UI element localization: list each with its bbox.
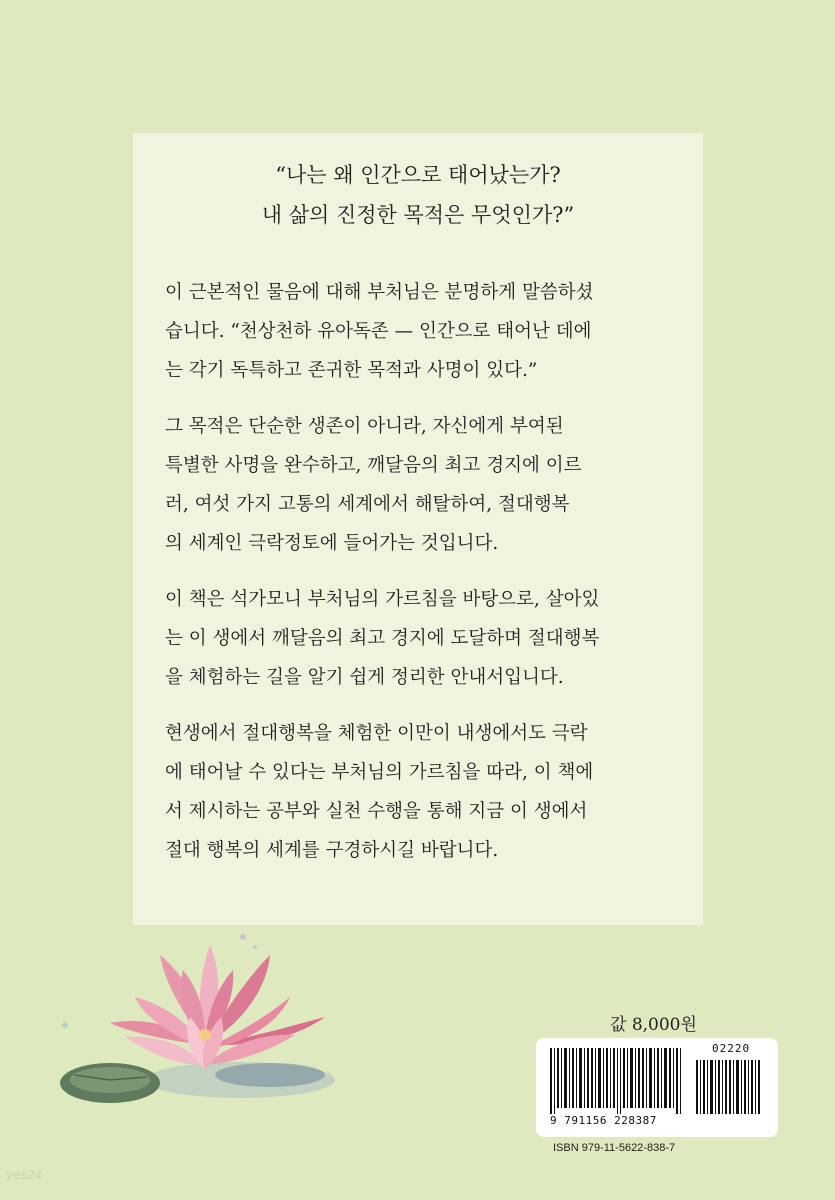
quote-line-2: 내 삶의 진정한 목적은 무엇인가?” — [261, 203, 575, 227]
back-cover-text-panel — [133, 133, 703, 925]
barcode — [536, 1038, 778, 1137]
paragraph-line: 러, 여섯 가지 고통의 세계에서 해탈하여, 절대행복 — [165, 494, 570, 515]
price-label: 값 8,000원 — [610, 1015, 697, 1035]
quote-line-1: “나는 왜 인간으로 태어났는가? — [275, 163, 561, 187]
paragraph-line: 그 목적은 단순한 생존이 아니라, 자신에게 부여된 — [165, 416, 564, 437]
barcode-bars — [550, 1048, 764, 1114]
paragraph-line: 는 각기 독특하고 존귀한 목적과 사명이 있다.” — [165, 360, 538, 381]
paragraph-line: 을 체험하는 길을 알기 쉽게 정리한 안내서입니다. — [165, 667, 564, 688]
paragraph-line: 는 이 생에서 깨달음의 최고 경지에 도달하며 절대행복 — [165, 628, 600, 649]
paragraph-line: 서 제시하는 공부와 실천 수행을 통해 지금 이 생에서 — [165, 801, 588, 822]
paragraph-4 — [165, 714, 671, 870]
paragraph-line: 특별한 사명을 완수하고, 깨달음의 최고 경지에 이르 — [165, 455, 582, 476]
paragraph-line: 현생에서 절대행복을 체험한 이만이 내생에서도 극락 — [165, 723, 588, 744]
paragraph-line: 이 책은 석가모니 부처님의 가르침을 바탕으로, 살아있 — [165, 589, 600, 610]
lotus-illustration — [55, 925, 355, 1120]
paragraph-line: 절대 행복의 세계를 구경하시길 바랍니다. — [165, 840, 499, 861]
paragraph-line: 에 태어날 수 있다는 부처님의 가르침을 따라, 이 책에 — [165, 762, 594, 783]
barcode-number: 9 791156 228387 — [550, 1114, 657, 1127]
paragraph-3 — [165, 580, 671, 697]
isbn-label: ISBN 979-11-5622-838-7 — [553, 1142, 676, 1154]
opening-quote — [165, 155, 671, 235]
paragraph-1 — [165, 273, 671, 390]
paragraph-line: 의 세계인 극락정토에 들어가는 것입니다. — [165, 533, 499, 554]
paragraph-line: 이 근본적인 물음에 대해 부처님은 분명하게 말씀하셨 — [165, 282, 594, 303]
paragraph-2 — [165, 407, 671, 563]
barcode-addon-number: 02220 — [712, 1042, 751, 1055]
paragraph-line: 습니다. “천상천하 유아독존 — 인간으로 태어난 데에 — [165, 321, 592, 342]
watermark-logo: yes24 — [6, 1168, 43, 1182]
